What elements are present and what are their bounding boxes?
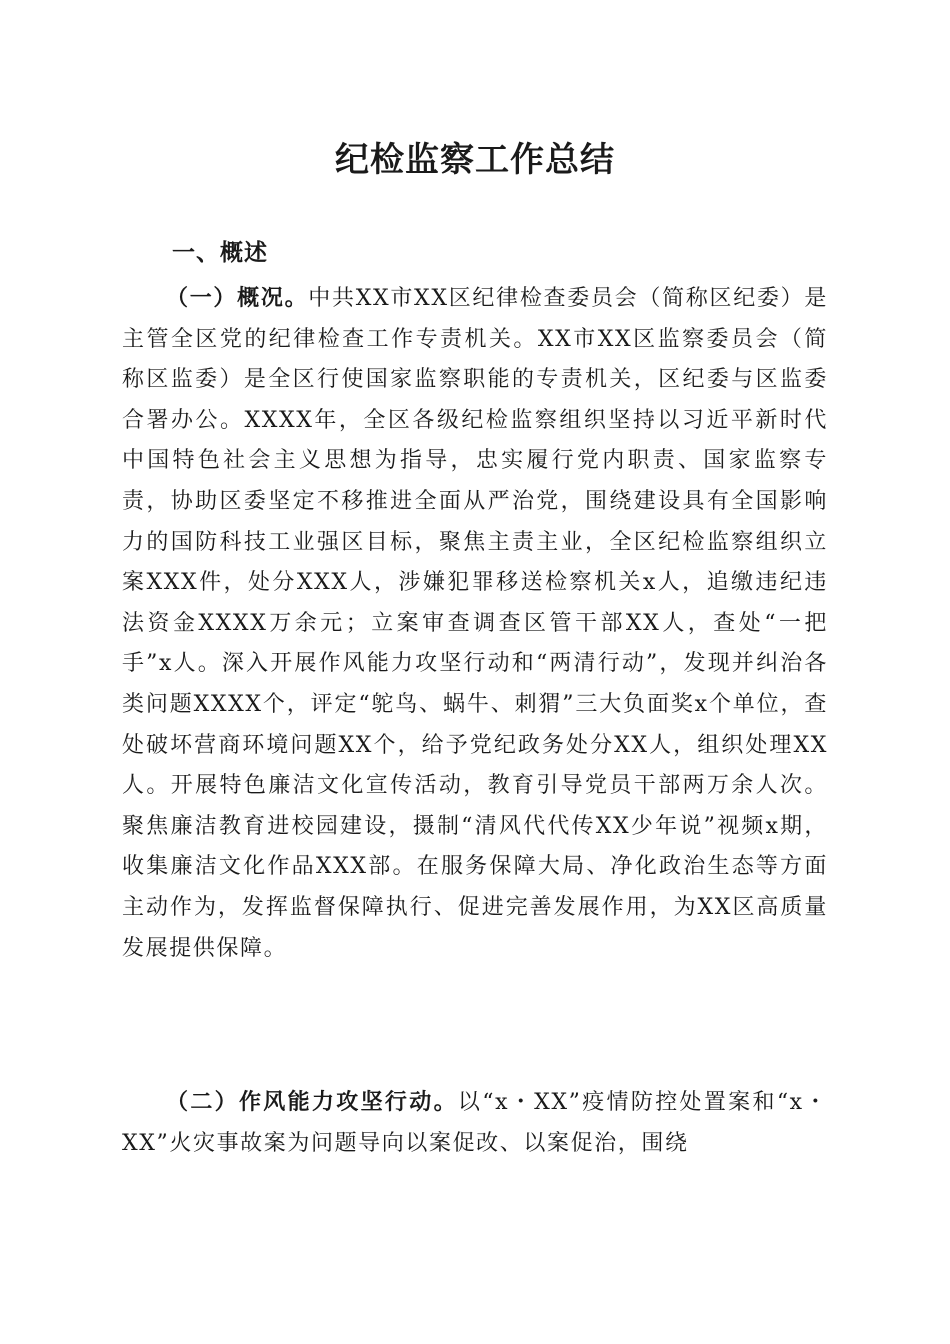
paragraph-lead: （二）作风能力攻坚行动。: [166, 1089, 458, 1115]
section-heading: 一、概述: [172, 239, 268, 266]
paragraph-body: 中共XX市XX区纪律检查委员会（简称区纪委）是主管全区党的纪律检查工作专责机关。XX市XX区监察委员会（简称区监委）是全区行使国家监察职能的专责机关，区纪委与区监委合署办公。XXXX年，全区各级纪检监察组织坚持以习近平新时代中国特色社会主义思想为指导，忠实履行党内职责、国家监察专责，协助区委坚定不移推进全面从严治党，围绕建设具有全国影响力的国防科技工业强区目标，聚焦主责主业，全区纪检监察组织立案XXX件，处分XXX人，涉嫌犯罪移送检察机关x人，追缴违纪违法资金XXXX万余元；立案审查调查区管干部XX人，查处“一把手”x人。深入开展作风能力攻坚行动和“两清行动”，发现并纠治各类问题XXXX个，评定“鸵鸟、蜗牛、刺猬”三大负面奖x个单位，查处破坏营商环境问题XX个，给予党纪政务处分XX人，组织处理XX人。开展特色廉洁文化宣传活动，教育引导党员干部两万余人次。聚焦廉洁教育进校园建设，摄制“清风代代传XX少年说”视频x期，收集廉洁文化作品XXX部。在服务保障大局、净化政治生态等方面主动作为，发挥监督保障执行、促进完善发展作用，为XX区高质量发展提供保障。: [122, 286, 828, 961]
document-title: 纪检监察工作总结: [335, 140, 615, 180]
paragraph-action: [122, 1082, 828, 1164]
paragraph-overview: [122, 278, 828, 969]
paragraph-body: 以“x・XX”疫情防控处置案和“x・XX”火灾事故案为问题导向以案促改、以案促治，围绕: [122, 1090, 829, 1156]
paragraph-lead: （一）概况。: [166, 285, 309, 311]
